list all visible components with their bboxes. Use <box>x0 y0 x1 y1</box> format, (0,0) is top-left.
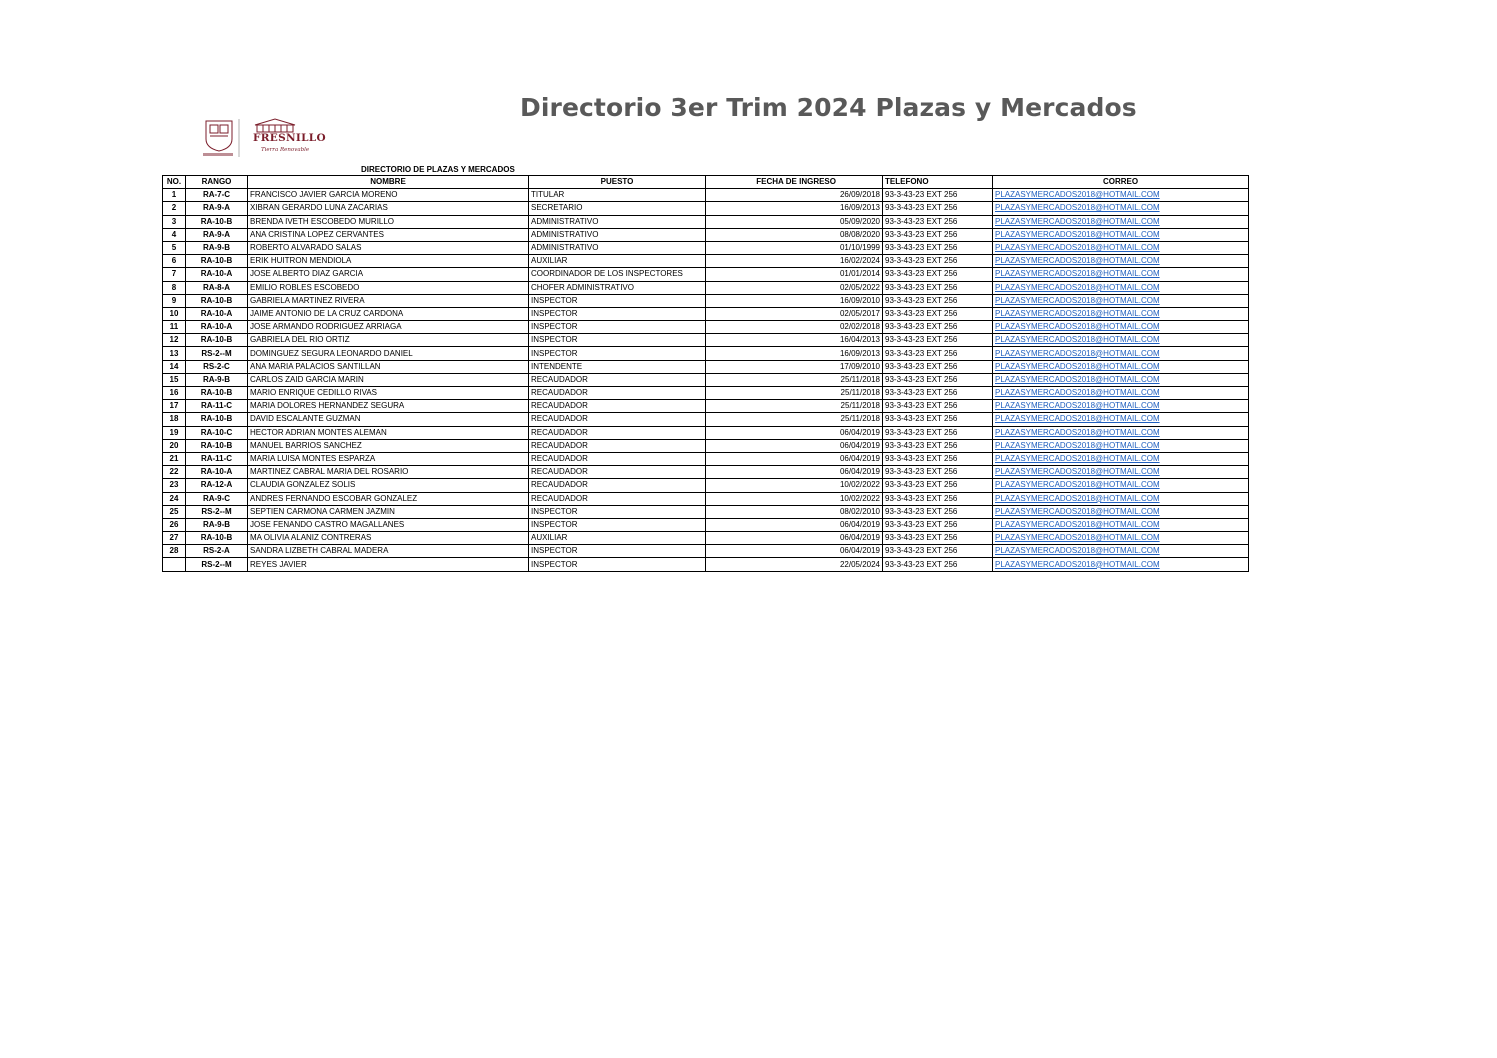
table-row <box>163 452 1249 465</box>
cell-rango: RA-10-A <box>186 307 248 320</box>
cell-nombre: MARTINEZ CABRAL MARIA DEL ROSARIO <box>248 466 529 479</box>
directory-table <box>162 175 1249 572</box>
cell-fecha: 02/02/2018 <box>706 321 883 334</box>
cell-fecha: 06/04/2019 <box>706 466 883 479</box>
cell-nombre: DAVID ESCALANTE GUZMAN <box>248 413 529 426</box>
cell-telefono: 93-3-43-23 EXT 256 <box>883 518 993 531</box>
email-link[interactable]: PLAZASYMERCADOS2018@HOTMAIL.COM <box>993 281 1249 294</box>
cell-no: 18 <box>163 413 186 426</box>
email-link[interactable]: PLAZASYMERCADOS2018@HOTMAIL.COM <box>993 558 1249 571</box>
cell-nombre: BRENDA IVETH ESCOBEDO MURILLO <box>248 215 529 228</box>
cell-puesto: INSPECTOR <box>529 558 706 571</box>
cell-puesto: AUXILIAR <box>529 255 706 268</box>
cell-nombre: ANA CRISTINA LOPEZ CERVANTES <box>248 228 529 241</box>
cell-telefono: 93-3-43-23 EXT 256 <box>883 545 993 558</box>
table-row <box>163 189 1249 202</box>
table-row <box>163 215 1249 228</box>
cell-telefono: 93-3-43-23 EXT 256 <box>883 466 993 479</box>
cell-puesto: INSPECTOR <box>529 321 706 334</box>
cell-no: 12 <box>163 334 186 347</box>
cell-nombre: MARIA LUISA MONTES ESPARZA <box>248 452 529 465</box>
email-link[interactable]: PLAZASYMERCADOS2018@HOTMAIL.COM <box>993 360 1249 373</box>
cell-nombre: HECTOR ADRIAN MONTES ALEMAN <box>248 426 529 439</box>
cell-fecha: 16/09/2013 <box>706 347 883 360</box>
cell-no: 10 <box>163 307 186 320</box>
cell-puesto: RECAUDADOR <box>529 387 706 400</box>
cell-no: 23 <box>163 479 186 492</box>
cell-fecha: 16/09/2013 <box>706 202 883 215</box>
cell-nombre: ANDRES FERNANDO ESCOBAR GONZALEZ <box>248 492 529 505</box>
cell-telefono: 93-3-43-23 EXT 256 <box>883 202 993 215</box>
cell-rango: RA-10-C <box>186 426 248 439</box>
table-row <box>163 294 1249 307</box>
email-link[interactable]: PLAZASYMERCADOS2018@HOTMAIL.COM <box>993 532 1249 545</box>
cell-rango: RA-11-C <box>186 400 248 413</box>
cell-fecha: 17/09/2010 <box>706 360 883 373</box>
cell-no: 16 <box>163 387 186 400</box>
cell-puesto: INSPECTOR <box>529 347 706 360</box>
email-link[interactable]: PLAZASYMERCADOS2018@HOTMAIL.COM <box>993 202 1249 215</box>
cell-rango: RA-10-B <box>186 439 248 452</box>
cell-rango: RS-2-A <box>186 545 248 558</box>
cell-no: 26 <box>163 518 186 531</box>
cell-no: 4 <box>163 228 186 241</box>
cell-telefono: 93-3-43-23 EXT 256 <box>883 215 993 228</box>
cell-fecha: 06/04/2019 <box>706 439 883 452</box>
cell-fecha: 06/04/2019 <box>706 426 883 439</box>
cell-rango: RA-10-A <box>186 466 248 479</box>
cell-puesto: RECAUDADOR <box>529 426 706 439</box>
table-row <box>163 505 1249 518</box>
table-row <box>163 307 1249 320</box>
email-link[interactable]: PLAZASYMERCADOS2018@HOTMAIL.COM <box>993 321 1249 334</box>
email-link[interactable]: PLAZASYMERCADOS2018@HOTMAIL.COM <box>993 439 1249 452</box>
cell-nombre: SANDRA LIZBETH CABRAL MADERA <box>248 545 529 558</box>
cell-telefono: 93-3-43-23 EXT 256 <box>883 492 993 505</box>
table-row <box>163 373 1249 386</box>
cell-fecha: 22/05/2024 <box>706 558 883 571</box>
cell-rango: RA-10-B <box>186 532 248 545</box>
cell-puesto: AUXILIAR <box>529 532 706 545</box>
cell-nombre: MARIO ENRIQUE CEDILLO RIVAS <box>248 387 529 400</box>
table-subtitle: DIRECTORIO DE PLAZAS Y MERCADOS <box>361 165 515 174</box>
cell-telefono: 93-3-43-23 EXT 256 <box>883 334 993 347</box>
cell-rango: RS-2--M <box>186 558 248 571</box>
table-row <box>163 426 1249 439</box>
email-link[interactable]: PLAZASYMERCADOS2018@HOTMAIL.COM <box>993 426 1249 439</box>
cell-rango: RA-7-C <box>186 189 248 202</box>
col-header-puesto: PUESTO <box>529 176 706 189</box>
cell-puesto: TITULAR <box>529 189 706 202</box>
cell-nombre: CLAUDIA GONZALEZ SOLIS <box>248 479 529 492</box>
cell-rango: RS-2--M <box>186 505 248 518</box>
table-row <box>163 413 1249 426</box>
cell-telefono: 93-3-43-23 EXT 256 <box>883 479 993 492</box>
cell-rango: RA-10-B <box>186 413 248 426</box>
cell-fecha: 10/02/2022 <box>706 492 883 505</box>
cell-puesto: INSPECTOR <box>529 334 706 347</box>
cell-no: 17 <box>163 400 186 413</box>
cell-puesto: RECAUDADOR <box>529 373 706 386</box>
email-link[interactable]: PLAZASYMERCADOS2018@HOTMAIL.COM <box>993 545 1249 558</box>
cell-no: 15 <box>163 373 186 386</box>
cell-nombre: CARLOS ZAID GARCIA MARIN <box>248 373 529 386</box>
cell-nombre: GABRIELA MARTINEZ RIVERA <box>248 294 529 307</box>
cell-rango: RA-8-A <box>186 281 248 294</box>
email-link[interactable]: PLAZASYMERCADOS2018@HOTMAIL.COM <box>993 400 1249 413</box>
cell-rango: RA-10-B <box>186 294 248 307</box>
cell-puesto: RECAUDADOR <box>529 439 706 452</box>
cell-no: 1 <box>163 189 186 202</box>
cell-puesto: SECRETARIO <box>529 202 706 215</box>
cell-fecha: 06/04/2019 <box>706 545 883 558</box>
cell-rango: RA-9-C <box>186 492 248 505</box>
cell-fecha: 08/02/2010 <box>706 505 883 518</box>
cell-telefono: 93-3-43-23 EXT 256 <box>883 241 993 254</box>
email-link[interactable]: PLAZASYMERCADOS2018@HOTMAIL.COM <box>993 479 1249 492</box>
cell-rango: RA-10-B <box>186 387 248 400</box>
cell-fecha: 25/11/2018 <box>706 413 883 426</box>
cell-fecha: 10/02/2022 <box>706 479 883 492</box>
cell-nombre: MANUEL BARRIOS SANCHEZ <box>248 439 529 452</box>
cell-telefono: 93-3-43-23 EXT 256 <box>883 360 993 373</box>
cell-no: 25 <box>163 505 186 518</box>
cell-rango: RA-12-A <box>186 479 248 492</box>
cell-puesto: RECAUDADOR <box>529 466 706 479</box>
cell-nombre: ROBERTO ALVARADO SALAS <box>248 241 529 254</box>
cell-puesto: INTENDENTE <box>529 360 706 373</box>
cell-rango: RA-10-A <box>186 268 248 281</box>
cell-puesto: RECAUDADOR <box>529 452 706 465</box>
cell-telefono: 93-3-43-23 EXT 256 <box>883 189 993 202</box>
table-row <box>163 479 1249 492</box>
cell-telefono: 93-3-43-23 EXT 256 <box>883 452 993 465</box>
table-row <box>163 400 1249 413</box>
cell-puesto: CHOFER ADMINISTRATIVO <box>529 281 706 294</box>
table-row <box>163 558 1249 571</box>
cell-no: 3 <box>163 215 186 228</box>
cell-nombre: ANA MARIA PALACIOS SANTILLAN <box>248 360 529 373</box>
cell-nombre: EMILIO ROBLES ESCOBEDO <box>248 281 529 294</box>
cell-fecha: 16/09/2010 <box>706 294 883 307</box>
cell-no: 21 <box>163 452 186 465</box>
cell-telefono: 93-3-43-23 EXT 256 <box>883 439 993 452</box>
cell-fecha: 01/10/1999 <box>706 241 883 254</box>
cell-puesto: RECAUDADOR <box>529 492 706 505</box>
cell-fecha: 16/02/2024 <box>706 255 883 268</box>
fresnillo-logo <box>203 117 326 159</box>
cell-telefono: 93-3-43-23 EXT 256 <box>883 426 993 439</box>
col-header-rango: RANGO <box>186 176 248 189</box>
cell-no: 2 <box>163 202 186 215</box>
cell-puesto: ADMINISTRATIVO <box>529 241 706 254</box>
cell-telefono: 93-3-43-23 EXT 256 <box>883 228 993 241</box>
email-link[interactable]: PLAZASYMERCADOS2018@HOTMAIL.COM <box>993 387 1249 400</box>
cell-nombre: JOSE FENANDO CASTRO MAGALLANES <box>248 518 529 531</box>
cell-no: 19 <box>163 426 186 439</box>
cell-nombre: GABRIELA DEL RIO ORTIZ <box>248 334 529 347</box>
cell-fecha: 05/09/2020 <box>706 215 883 228</box>
email-link[interactable]: PLAZASYMERCADOS2018@HOTMAIL.COM <box>993 215 1249 228</box>
cell-nombre: JOSE ARMANDO RODRIGUEZ ARRIAGA <box>248 321 529 334</box>
cell-telefono: 93-3-43-23 EXT 256 <box>883 321 993 334</box>
cell-fecha: 02/05/2017 <box>706 307 883 320</box>
table-row <box>163 518 1249 531</box>
cell-no: 5 <box>163 241 186 254</box>
cell-telefono: 93-3-43-23 EXT 256 <box>883 307 993 320</box>
table-row <box>163 347 1249 360</box>
col-header-fecha: FECHA DE INGRESO <box>706 176 883 189</box>
cell-fecha: 06/04/2019 <box>706 452 883 465</box>
cell-no: 27 <box>163 532 186 545</box>
cell-telefono: 93-3-43-23 EXT 256 <box>883 387 993 400</box>
cell-puesto: INSPECTOR <box>529 518 706 531</box>
cell-fecha: 06/04/2019 <box>706 532 883 545</box>
cell-no: 11 <box>163 321 186 334</box>
cell-rango: RA-9-B <box>186 241 248 254</box>
email-link[interactable]: PLAZASYMERCADOS2018@HOTMAIL.COM <box>993 268 1249 281</box>
cell-telefono: 93-3-43-23 EXT 256 <box>883 373 993 386</box>
col-header-no: NO. <box>163 176 186 189</box>
table-row <box>163 228 1249 241</box>
email-link[interactable]: PLAZASYMERCADOS2018@HOTMAIL.COM <box>993 373 1249 386</box>
cell-fecha: 08/08/2020 <box>706 228 883 241</box>
cell-telefono: 93-3-43-23 EXT 256 <box>883 532 993 545</box>
cell-fecha: 01/01/2014 <box>706 268 883 281</box>
cell-fecha: 26/09/2018 <box>706 189 883 202</box>
email-link[interactable]: PLAZASYMERCADOS2018@HOTMAIL.COM <box>993 452 1249 465</box>
cell-nombre: JAIME ANTONIO DE LA CRUZ CARDONA <box>248 307 529 320</box>
cell-fecha: 02/05/2022 <box>706 281 883 294</box>
cell-no: 9 <box>163 294 186 307</box>
email-link[interactable]: PLAZASYMERCADOS2018@HOTMAIL.COM <box>993 505 1249 518</box>
cell-puesto: RECAUDADOR <box>529 400 706 413</box>
email-link[interactable]: PLAZASYMERCADOS2018@HOTMAIL.COM <box>993 241 1249 254</box>
cell-puesto: COORDINADOR DE LOS INSPECTORES <box>529 268 706 281</box>
table-row <box>163 360 1249 373</box>
email-link[interactable]: PLAZASYMERCADOS2018@HOTMAIL.COM <box>993 255 1249 268</box>
page-title: Directorio 3er Trim 2024 Plazas y Mercados <box>520 93 1137 122</box>
table-row <box>163 492 1249 505</box>
cell-nombre: JOSE ALBERTO DIAZ GARCIA <box>248 268 529 281</box>
cell-rango: RA-9-B <box>186 373 248 386</box>
cell-fecha: 06/04/2019 <box>706 518 883 531</box>
cell-telefono: 93-3-43-23 EXT 256 <box>883 400 993 413</box>
cell-puesto: INSPECTOR <box>529 505 706 518</box>
table-row <box>163 334 1249 347</box>
cell-no <box>163 558 186 571</box>
cell-telefono: 93-3-43-23 EXT 256 <box>883 281 993 294</box>
cell-fecha: 25/11/2018 <box>706 400 883 413</box>
cell-no: 24 <box>163 492 186 505</box>
cell-telefono: 93-3-43-23 EXT 256 <box>883 268 993 281</box>
cell-nombre: FRANCISCO JAVIER GARCIA MORENO <box>248 189 529 202</box>
cell-nombre: ERIK HUITRON MENDIOLA <box>248 255 529 268</box>
email-link[interactable]: PLAZASYMERCADOS2018@HOTMAIL.COM <box>993 294 1249 307</box>
cell-rango: RA-9-B <box>186 518 248 531</box>
cell-no: 13 <box>163 347 186 360</box>
cell-no: 6 <box>163 255 186 268</box>
table-row <box>163 241 1249 254</box>
table-row <box>163 268 1249 281</box>
email-link[interactable]: PLAZASYMERCADOS2018@HOTMAIL.COM <box>993 466 1249 479</box>
cell-fecha: 16/04/2013 <box>706 334 883 347</box>
cell-nombre: XIBRAN GERARDO LUNA ZACARIAS <box>248 202 529 215</box>
table-row <box>163 466 1249 479</box>
cell-puesto: ADMINISTRATIVO <box>529 228 706 241</box>
email-link[interactable]: PLAZASYMERCADOS2018@HOTMAIL.COM <box>993 347 1249 360</box>
cell-rango: RA-10-A <box>186 321 248 334</box>
cell-puesto: INSPECTOR <box>529 307 706 320</box>
cell-rango: RA-9-A <box>186 202 248 215</box>
cell-nombre: SEPTIEN CARMONA CARMEN JAZMIN <box>248 505 529 518</box>
cell-telefono: 93-3-43-23 EXT 256 <box>883 255 993 268</box>
cell-no: 28 <box>163 545 186 558</box>
table-row <box>163 532 1249 545</box>
cell-rango: RA-10-B <box>186 255 248 268</box>
cell-no: 22 <box>163 466 186 479</box>
email-link[interactable]: PLAZASYMERCADOS2018@HOTMAIL.COM <box>993 492 1249 505</box>
cell-rango: RA-10-B <box>186 215 248 228</box>
cell-nombre: MARIA DOLORES HERNANDEZ SEGURA <box>248 400 529 413</box>
email-link[interactable]: PLAZASYMERCADOS2018@HOTMAIL.COM <box>993 228 1249 241</box>
email-link[interactable]: PLAZASYMERCADOS2018@HOTMAIL.COM <box>993 307 1249 320</box>
table-row <box>163 321 1249 334</box>
col-header-nombre: NOMBRE <box>248 176 529 189</box>
logo-text: FRESNILLO <box>253 132 326 144</box>
cell-telefono: 93-3-43-23 EXT 256 <box>883 347 993 360</box>
cell-fecha: 25/11/2018 <box>706 373 883 386</box>
cell-telefono: 93-3-43-23 EXT 256 <box>883 505 993 518</box>
cell-puesto: RECAUDADOR <box>529 479 706 492</box>
table-row <box>163 255 1249 268</box>
cell-rango: RA-9-A <box>186 228 248 241</box>
cell-telefono: 93-3-43-23 EXT 256 <box>883 413 993 426</box>
cell-no: 14 <box>163 360 186 373</box>
email-link[interactable]: PLAZASYMERCADOS2018@HOTMAIL.COM <box>993 189 1249 202</box>
cell-no: 8 <box>163 281 186 294</box>
cell-no: 7 <box>163 268 186 281</box>
table-row <box>163 439 1249 452</box>
table-row <box>163 281 1249 294</box>
cell-puesto: ADMINISTRATIVO <box>529 215 706 228</box>
cell-rango: RS-2-C <box>186 360 248 373</box>
cell-telefono: 93-3-43-23 EXT 256 <box>883 558 993 571</box>
cell-fecha: 25/11/2018 <box>706 387 883 400</box>
table-row <box>163 202 1249 215</box>
logo-tagline: Tierra Renovable <box>261 147 310 153</box>
cell-nombre: DOMINGUEZ SEGURA LEONARDO DANIEL <box>248 347 529 360</box>
cell-puesto: INSPECTOR <box>529 294 706 307</box>
cell-telefono: 93-3-43-23 EXT 256 <box>883 294 993 307</box>
table-row <box>163 545 1249 558</box>
table-header-row <box>163 176 1249 189</box>
cell-rango: RA-10-B <box>186 334 248 347</box>
email-link[interactable]: PLAZASYMERCADOS2018@HOTMAIL.COM <box>993 334 1249 347</box>
cell-nombre: MA OLIVIA ALANIZ CONTRERAS <box>248 532 529 545</box>
cell-rango: RS-2--M <box>186 347 248 360</box>
cell-puesto: RECAUDADOR <box>529 413 706 426</box>
cell-nombre: REYES JAVIER <box>248 558 529 571</box>
cell-puesto: INSPECTOR <box>529 545 706 558</box>
col-header-correo: CORREO <box>993 176 1249 189</box>
cell-no: 20 <box>163 439 186 452</box>
table-row <box>163 387 1249 400</box>
email-link[interactable]: PLAZASYMERCADOS2018@HOTMAIL.COM <box>993 413 1249 426</box>
email-link[interactable]: PLAZASYMERCADOS2018@HOTMAIL.COM <box>993 518 1249 531</box>
cell-rango: RA-11-C <box>186 452 248 465</box>
col-header-telefono: TELEFONO <box>883 176 993 189</box>
